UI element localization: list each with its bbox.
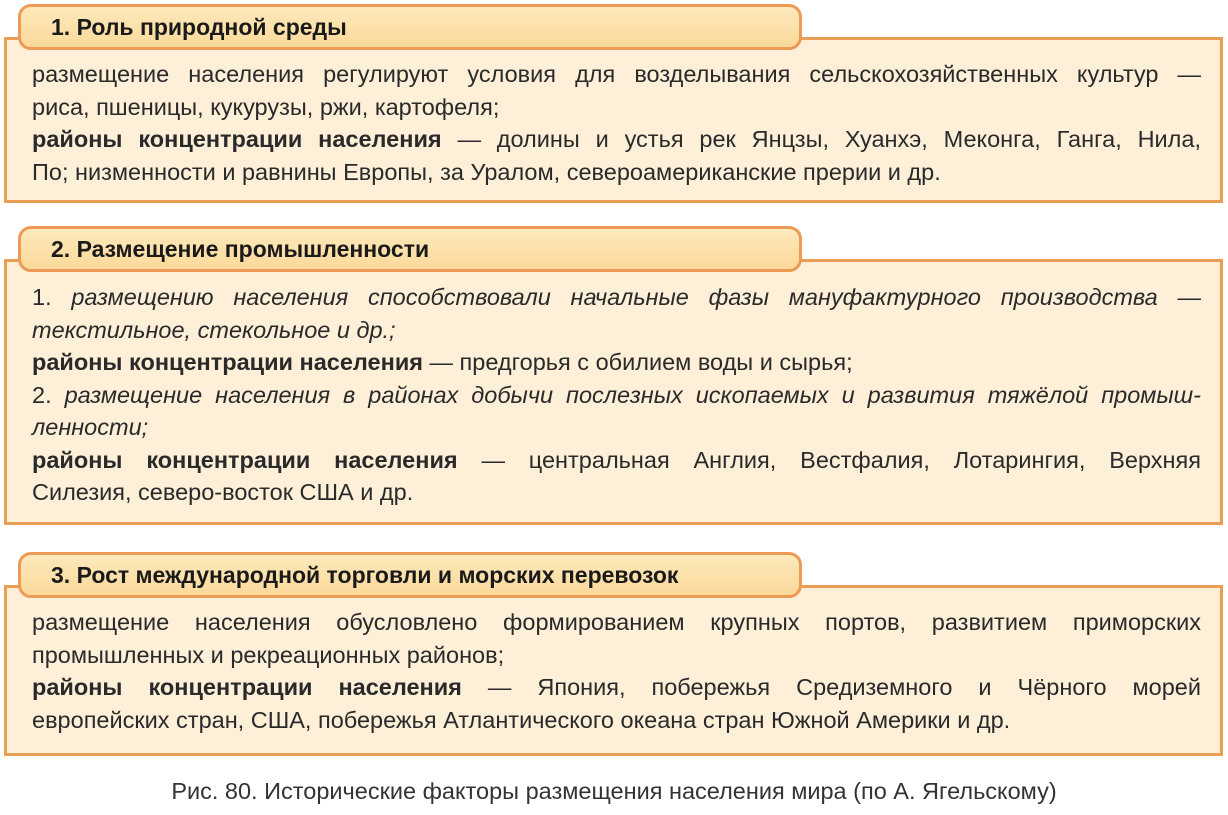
text: ленности; (32, 414, 149, 440)
text: — долины и устья рек Янцзы, Хуанхэ, Меконга, Ганга, Нила, (441, 126, 1201, 152)
section-2-line-7 (32, 476, 1201, 509)
section-2-line-2 (32, 314, 1201, 347)
section-1-line-4 (32, 156, 1201, 189)
text: Силезия, северо-восток США и др. (32, 479, 414, 505)
section-3-line-2 (32, 639, 1201, 672)
section-2-line-5 (32, 411, 1201, 444)
section-3-line-4 (32, 704, 1201, 737)
section-3-line-3 (32, 671, 1201, 704)
text: — центральная Англия, Вестфалия, Лотарингия, Верхняя (457, 446, 1201, 473)
section-2-content (32, 281, 1201, 509)
text: — Япония, побережья Средиземного и Чёрного морей (461, 674, 1202, 700)
section-3-line-1 (32, 606, 1201, 639)
text: европейских стран, США, побережья Атлантического океана стран Южной Америки и др. (32, 706, 1011, 733)
concentration-label: районы концентрации населения (32, 126, 442, 152)
item-number: 2. (32, 381, 65, 408)
text: промышленных и рекреационных районов; (32, 641, 505, 668)
text: размещение населения в районах добычи послезных ископаемых и развития тяжёлой промыш- (64, 381, 1201, 408)
text: размещение населения обусловлено формированием крупных портов, развитием приморских (32, 609, 1201, 635)
text: текстильное, стекольное и др.; (32, 316, 396, 343)
concentration-label: районы концентрации населения (32, 674, 462, 700)
item-number: 1. (32, 284, 72, 310)
concentration-label: районы концентрации населения (32, 446, 458, 473)
section-1-line-1 (32, 58, 1201, 91)
section-3-title: 3. Рост международной торговли и морских перевозок (18, 552, 802, 598)
text: риса, пшеницы, кукурузы, ржи, картофеля; (32, 93, 500, 120)
section-2-line-6 (32, 444, 1201, 477)
text: — предгорья с обилием воды и сырья; (422, 349, 853, 375)
section-2-title: 2. Размещение промышленности (18, 226, 802, 272)
section-3-content (32, 606, 1201, 736)
section-2-line-1 (32, 281, 1201, 314)
text: По; низменности и равнины Европы, за Уралом, североамериканские прерии и др. (32, 158, 941, 185)
section-2-line-3 (32, 346, 1201, 379)
section-1-content (32, 58, 1201, 188)
section-2-line-4 (32, 379, 1201, 412)
section-1-line-3 (32, 123, 1201, 156)
section-1-title: 1. Роль природной среды (18, 4, 802, 50)
text: размещение населения регулируют условия для возделывания сельскохозяйственных культур — (32, 61, 1201, 87)
concentration-label: районы концентрации населения (32, 349, 423, 375)
figure-caption: Рис. 80. Исторические факторы размещения населения мира (по А. Ягельскому) (171, 778, 1057, 804)
text: размещению населения способствовали начальные фазы мануфактурного производства — (71, 284, 1201, 310)
section-1-line-2 (32, 91, 1201, 124)
